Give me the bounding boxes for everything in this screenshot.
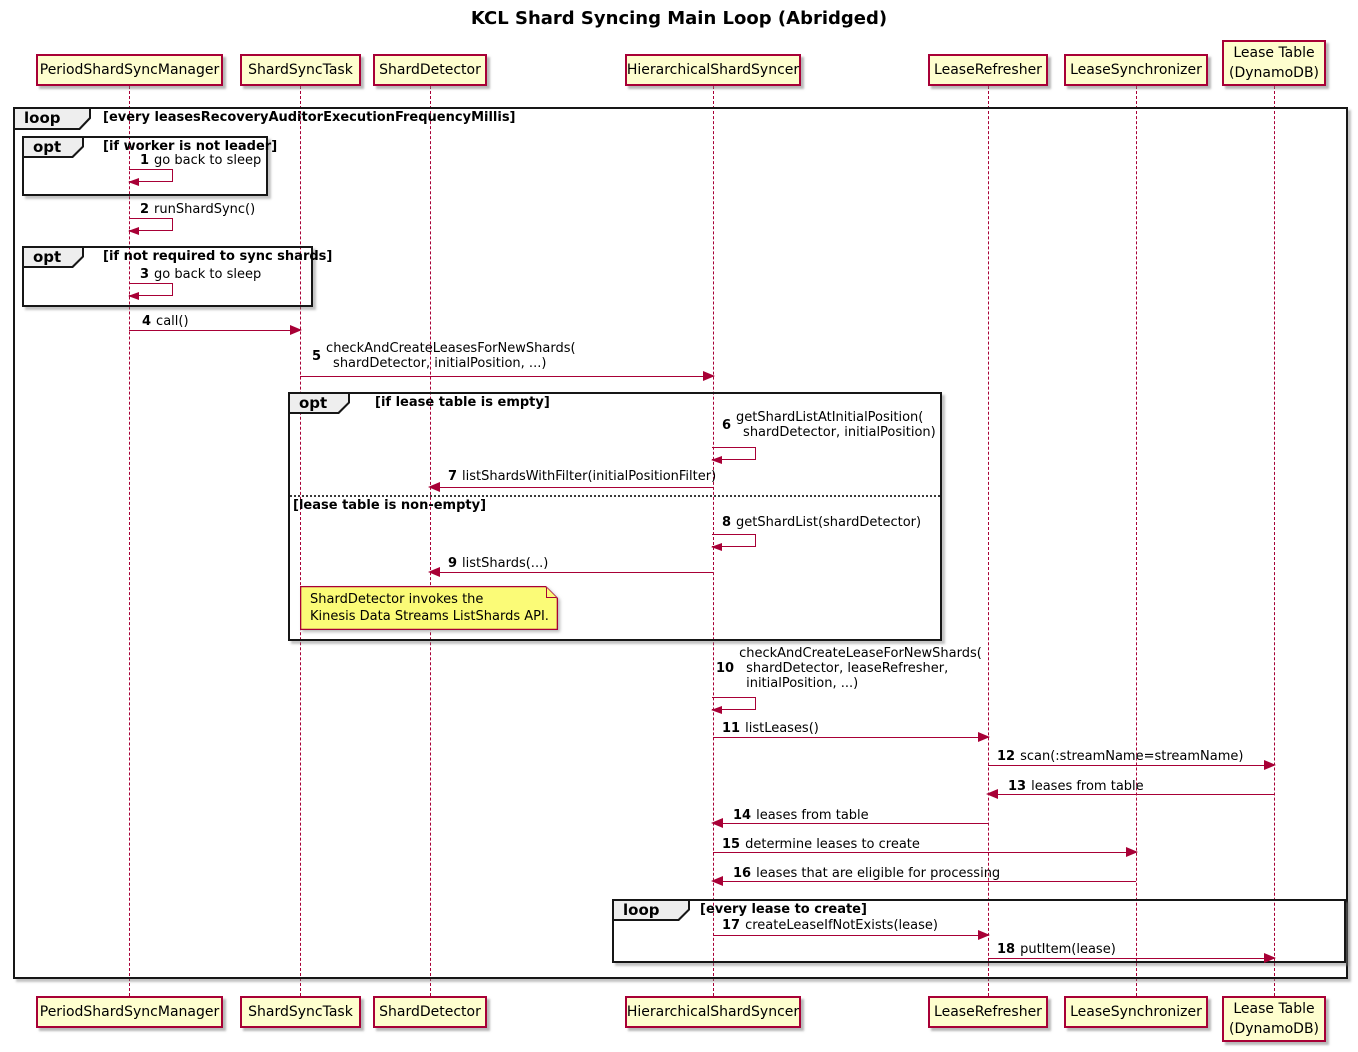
- participant-label: ShardSyncTask: [248, 1004, 353, 1020]
- frame-tab-opt: [22, 136, 84, 158]
- message-label-8: [722, 515, 921, 530]
- message-1-self-arrow: [129, 169, 173, 182]
- note-text: ShardDetector invokes the Kinesis Data Streams ListShards API.: [310, 592, 549, 624]
- arrowhead-right-icon: [978, 930, 990, 940]
- message-label-17: [722, 918, 938, 933]
- participant-label: LeaseSynchronizer: [1070, 1004, 1202, 1020]
- participant-label: ShardDetector: [379, 62, 481, 78]
- arrowhead-right-icon: [703, 371, 715, 381]
- message-18-arrow: [988, 958, 1274, 959]
- frame-else-divider: [290, 495, 940, 497]
- message-number: 5: [312, 348, 322, 364]
- arrowhead-left-icon: [428, 482, 440, 492]
- message-number: 16: [733, 866, 752, 881]
- note-shard-detector: [300, 586, 558, 630]
- message-text: go back to sleep: [154, 267, 262, 282]
- arrowhead-left-icon: [711, 706, 722, 714]
- arrowhead-right-icon: [1126, 847, 1138, 857]
- message-text: go back to sleep: [154, 153, 262, 168]
- message-17-arrow: [713, 935, 988, 936]
- message-text: determine leases to create: [745, 837, 920, 852]
- message-text: scan(:streamName=streamName): [1020, 749, 1244, 764]
- diagram-title: KCL Shard Syncing Main Loop (Abridged): [470, 8, 888, 29]
- participant-label: LeaseSynchronizer: [1070, 62, 1202, 78]
- arrowhead-right-icon: [290, 325, 302, 335]
- message-label-10: [716, 646, 982, 691]
- message-number: 1: [140, 153, 150, 168]
- message-label-15: [722, 837, 920, 852]
- arrowhead-left-icon: [128, 292, 139, 300]
- arrowhead-left-icon: [711, 876, 723, 886]
- participant-label: Lease Table: [1233, 1001, 1315, 1017]
- message-3-self-arrow: [129, 283, 173, 296]
- message-number: 8: [722, 515, 732, 530]
- message-number: 3: [140, 267, 150, 282]
- participant-top-shard-sync-task: [240, 54, 361, 86]
- frame-tab-loop: [13, 107, 91, 130]
- message-text: runShardSync(): [154, 202, 256, 217]
- frame-keyword: loop: [623, 901, 660, 919]
- frame-keyword: opt: [33, 138, 62, 156]
- participant-top-period-shard-sync-manager: [36, 54, 223, 86]
- participant-bottom-lease-table: [1222, 996, 1326, 1042]
- message-5-arrow: [300, 376, 713, 377]
- message-label-14: [733, 808, 869, 823]
- frame-keyword: loop: [24, 109, 61, 127]
- participant-bottom-shard-detector: [373, 996, 487, 1028]
- message-number: 2: [140, 202, 150, 217]
- frame-condition-opt-not-leader: [if worker is not leader]: [103, 139, 278, 154]
- message-number: 13: [1008, 779, 1027, 794]
- message-number: 17: [722, 918, 741, 933]
- message-text: leases from table: [756, 808, 869, 823]
- participant-label: PeriodShardSyncManager: [39, 1004, 220, 1020]
- message-number: 12: [997, 749, 1016, 764]
- participant-bottom-shard-sync-task: [240, 996, 361, 1028]
- message-16-arrow: [713, 881, 1136, 882]
- participant-top-lease-synchronizer: [1064, 54, 1208, 86]
- participant-label: ShardSyncTask: [248, 62, 353, 78]
- message-label-6: [722, 410, 936, 440]
- participant-top-shard-detector: [373, 54, 487, 86]
- participant-bottom-lease-refresher: [928, 996, 1048, 1028]
- frame-tab-opt: [288, 392, 350, 414]
- frame-condition-opt-not-required: [if not required to sync shards]: [103, 249, 333, 264]
- arrowhead-left-icon: [986, 789, 998, 799]
- message-number: 15: [722, 837, 741, 852]
- message-12-arrow: [988, 765, 1274, 766]
- participant-bottom-hierarchical-shard-syncer: [625, 996, 801, 1028]
- message-13-arrow: [988, 794, 1274, 795]
- message-label-16: [733, 866, 1000, 881]
- message-text: listLeases(): [745, 721, 819, 736]
- frame-keyword: opt: [33, 248, 62, 266]
- message-6-self-arrow: [712, 447, 756, 460]
- arrowhead-left-icon: [711, 456, 722, 464]
- frame-condition-main-loop: [every leasesRecoveryAuditorExecutionFrequencyMillis]: [103, 110, 516, 125]
- message-text: getShardListAtInitialPosition( shardDetector, initialPosition): [736, 410, 936, 440]
- message-label-1: [140, 153, 261, 168]
- participant-label: LeaseRefresher: [934, 62, 1042, 78]
- message-label-18: [997, 942, 1116, 957]
- message-10-self-arrow: [712, 697, 756, 710]
- message-number: 14: [733, 808, 752, 823]
- message-text: leases from table: [1031, 779, 1144, 794]
- arrowhead-right-icon: [978, 732, 990, 742]
- participant-label: HierarchicalShardSyncer: [626, 62, 800, 78]
- arrowhead-left-icon: [128, 227, 139, 235]
- participant-label: LeaseRefresher: [934, 1004, 1042, 1020]
- participant-label: Lease Table: [1233, 45, 1315, 61]
- participant-bottom-lease-synchronizer: [1064, 996, 1208, 1028]
- message-label-3: [140, 267, 261, 282]
- arrowhead-left-icon: [711, 543, 722, 551]
- message-number: 4: [142, 314, 152, 329]
- frame-tab-loop: [612, 899, 690, 921]
- participant-label: (DynamoDB): [1228, 65, 1320, 81]
- message-4-arrow: [129, 330, 300, 331]
- message-number: 6: [722, 417, 732, 433]
- participant-label: ShardDetector: [379, 1004, 481, 1020]
- arrowhead-left-icon: [128, 178, 139, 186]
- frame-keyword: opt: [299, 394, 328, 412]
- arrowhead-right-icon: [1264, 953, 1276, 963]
- message-text: getShardList(shardDetector): [736, 515, 922, 530]
- participant-label: (DynamoDB): [1228, 1021, 1320, 1037]
- message-number: 11: [722, 721, 741, 736]
- message-text: listShards(...): [462, 556, 549, 571]
- message-number: 7: [448, 469, 458, 484]
- participant-top-lease-table: [1222, 40, 1326, 86]
- participant-top-hierarchical-shard-syncer: [625, 54, 801, 86]
- message-label-4: [142, 314, 189, 329]
- participant-label: HierarchicalShardSyncer: [626, 1004, 800, 1020]
- participant-bottom-period-shard-sync-manager: [36, 996, 223, 1028]
- message-2-self-arrow: [129, 218, 173, 231]
- message-label-13: [1008, 779, 1144, 794]
- message-7-arrow: [430, 487, 713, 488]
- message-number: 9: [448, 556, 458, 571]
- message-label-7: [448, 469, 716, 484]
- message-11-arrow: [713, 737, 988, 738]
- message-text: call(): [156, 314, 189, 329]
- message-label-12: [997, 749, 1243, 764]
- frame-condition-inner-loop: [every lease to create]: [700, 902, 867, 917]
- message-15-arrow: [713, 852, 1136, 853]
- participant-top-lease-refresher: [928, 54, 1048, 86]
- message-label-2: [140, 202, 255, 217]
- participant-label: PeriodShardSyncManager: [39, 62, 220, 78]
- frame-tab-opt: [22, 246, 84, 268]
- message-label-11: [722, 721, 819, 736]
- message-14-arrow: [713, 823, 988, 824]
- message-text: putItem(lease): [1020, 942, 1116, 957]
- message-text: createLeaseIfNotExists(lease): [745, 918, 938, 933]
- message-label-9: [448, 556, 548, 571]
- message-text: checkAndCreateLeasesForNewShards( shardDetector, initialPosition, ...): [326, 341, 576, 371]
- arrowhead-left-icon: [711, 818, 723, 828]
- message-number: 10: [716, 661, 735, 676]
- frame-condition-opt-lease-table: [if lease table is empty]: [375, 395, 550, 410]
- message-label-5: [312, 341, 576, 371]
- arrowhead-right-icon: [1264, 760, 1276, 770]
- frame-else-condition: [lease table is non-empty]: [293, 498, 487, 513]
- message-text: checkAndCreateLeaseForNewShards( shardDetector, leaseRefresher, initialPosition, ...): [739, 646, 982, 691]
- message-number: 18: [997, 942, 1016, 957]
- message-8-self-arrow: [712, 534, 756, 547]
- message-text: listShardsWithFilter(initialPositionFilter): [462, 469, 717, 484]
- message-9-arrow: [430, 572, 713, 573]
- message-text: leases that are eligible for processing: [756, 866, 1001, 881]
- arrowhead-left-icon: [428, 567, 440, 577]
